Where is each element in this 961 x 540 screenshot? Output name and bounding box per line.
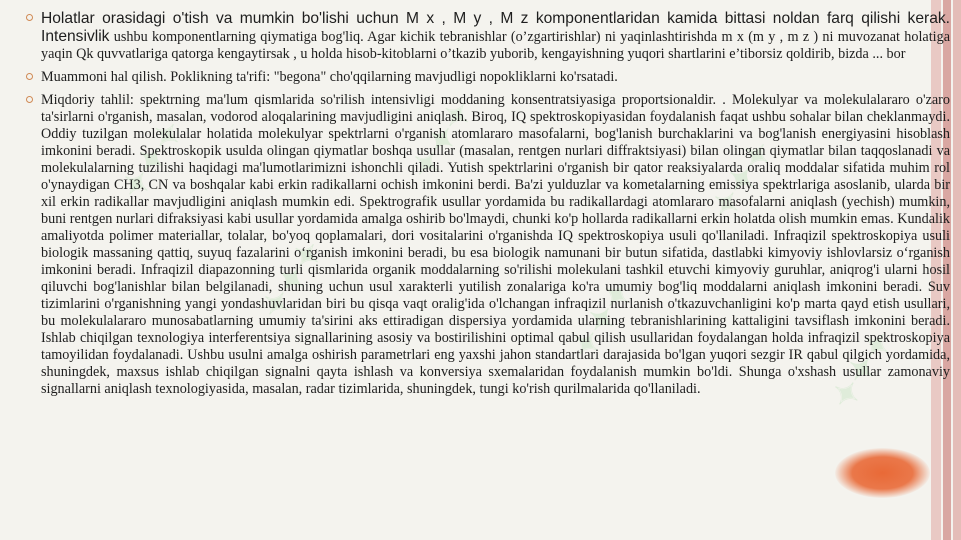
bullet-paragraph: [41, 10, 950, 63]
bullet-body-text: Muammoni hal qilish. Poklikning ta'rifi: "begona" cho'qqilarning mavjudligi nopokliklarni ko'rsatadi.: [41, 69, 618, 85]
bullet-item: [30, 69, 950, 86]
watermark-mark: ✦✦✦: [703, 133, 782, 227]
slide-content: [30, 10, 950, 398]
watermark-mark: ✦✦✦: [113, 113, 192, 207]
watermark-mark: ✦✦✦: [563, 273, 642, 367]
bullet-ring-icon: [26, 73, 33, 80]
bullet-item: [30, 92, 950, 398]
bullet-body-text: ushbu komponentlarning qiymatiga bog'liq. Agar kichik tebranishlar (o’zgartirishlar) ni yaqinlashtirishda m x (m y , m z ) ni muvozanat holatiga yaqin Qk quvvatlariga qatorga kengaytirsak , u holda hisob-kitoblarni o’tkazib yuborib, kengayishning yuqori shartlarini e’tiborsiz qoldirib, bizda ... bor: [41, 29, 950, 62]
bullet-paragraph: [41, 69, 950, 86]
bullet-paragraph: [41, 92, 950, 398]
bullet-item: [30, 10, 950, 63]
highlight-blob: [835, 448, 930, 498]
bullet-ring-icon: [26, 14, 33, 21]
watermark-mark: ✦✦✦: [253, 233, 332, 327]
bullet-ring-icon: [26, 96, 33, 103]
watermark-mark: ✦✦✦: [403, 93, 482, 187]
bullet-body-text: Miqdoriy tahlil: spektrning ma'lum qismlarida so'rilish intensivligi moddaning konsentratsiyasiga proportsionaldir. . Molekulyar va molekulalararo o'zaro ta'sirlarni o'rganish, masalan, vodorod aloqalarining mavjudligini aniqlash. Biroq, IQ spektroskopiyasidan foydalanish faqat ushbu sohalar bilan cheklanmaydi. Oddiy tuzilgan molekulalar holatida molekulyar spektrlarni o'rganish atomlararo masofalarni, bog'lanish burchaklarini va bog'lanish energiyasini hisoblash imkonini beradi. Spektroskopik usulda olingan qiymatlar boshqa usullar (masalan, rentgen nurlari diffraktsiyasi) bilan olingan qiymatlar bilan taqqoslanadi va molekulalarning tuzilishi haqidagi ma'lumotlarimizni ishonchli qiladi. Yutish spektrlarini o'rganish bir qator reaksiyalarda oraliq moddalar sifatida muhim rol o'ynaydigan CH3, CN va boshqalar kabi erkin radikallarni ochish imkonini berdi. Ba'zi yulduzlar va kometalarning emissiya spektrlariga asoslanib, ularda bir xil erkin radikallar mavjudligini aniqlash mumkin edi. Spektrografik usullar yordamida bu radikallardagi atomlararo masofalarni aniqlash (yechish) mumkin, buni rentgen nurlari difraksiyasi kabi usullar yordamida amalga oshirib bo'lmaydi, chunki ko'p hollarda radikallarni erkin holatda olish mumkin emas. Kundalik amaliyotda polimer materiallar, tolalar, bo'yoq qoplamalari, dori vositalarini o'rganishda IQ spektroskopiya usuli qo'llaniladi. Infraqizil spektroskopiya usuli biologik massaning qattiq, suyuq fazalarini o‘rganish imkonini beradi, bu esa biologik namunani bir butun sifatida, dastlabki kimyoviy ishlovlarsiz o‘rganish imkonini beradi. Infraqizil diapazonning turli qismlarida organik moddalarning so'rilishi molekulani tashkil etuvchi kimyoviy guruhlar, aniqrog'i ularni hosil qiluvchi bog'lanishlar bilan belgilanadi, shuning uchun usul xarakterli yutilish zonalariga ko'ra umumiy bog'liq moddalarni aniqlash imkonini beradi. Suv tizimlarini o'rganishning yangi yondashuvlaridan biri bu qisqa vaqt oralig'ida o'lchangan infraqizil nurlanish o'tkazuvchanligini ko'p marta qayd etish usullari, bu molekulalararo munosabatlarning umumiy ta'sirini aks ettiradigan dispersiya yordamida ularning tebranishlarining kattaligini tavsiflash imkonini beradi. Ishlab chiqilgan texnologiya interferentsiya signallarining asosiy va bostirilishini optimal qabul qilish usullaridan foydalangan holda infraqizil spektroskopiya tamoyilidan foydalanadi. Ushbu usulni amalga oshirish parametrlari eng yaxshi jahon standartlari darajasida bo'lgan yuqori sezgir IR qabul qilgich yordamida, shuningdek, maxsus ishlab chiqilgan signalni qayta ishlash va konversiya sxemalaridan foydalanish mumkin bo'ldi. Shunga o'xshash usullar zamonaviy signallarni aniqlash texnologiyasida, masalan, radar tizimlarida, shuningdek, tungi ko'rish qurilmalarida qo'llaniladi.: [41, 92, 950, 397]
bullet-lead-text: Holatlar orasidagi o'tish va mumkin bo'lishi uchun M x , M y , M z komponentlaridan kamida bittasi noldan farq qilishi kerak. Intensivlik: [41, 10, 950, 45]
watermark-mark: ✦✦✦: [823, 323, 902, 417]
stripe: [953, 0, 961, 540]
